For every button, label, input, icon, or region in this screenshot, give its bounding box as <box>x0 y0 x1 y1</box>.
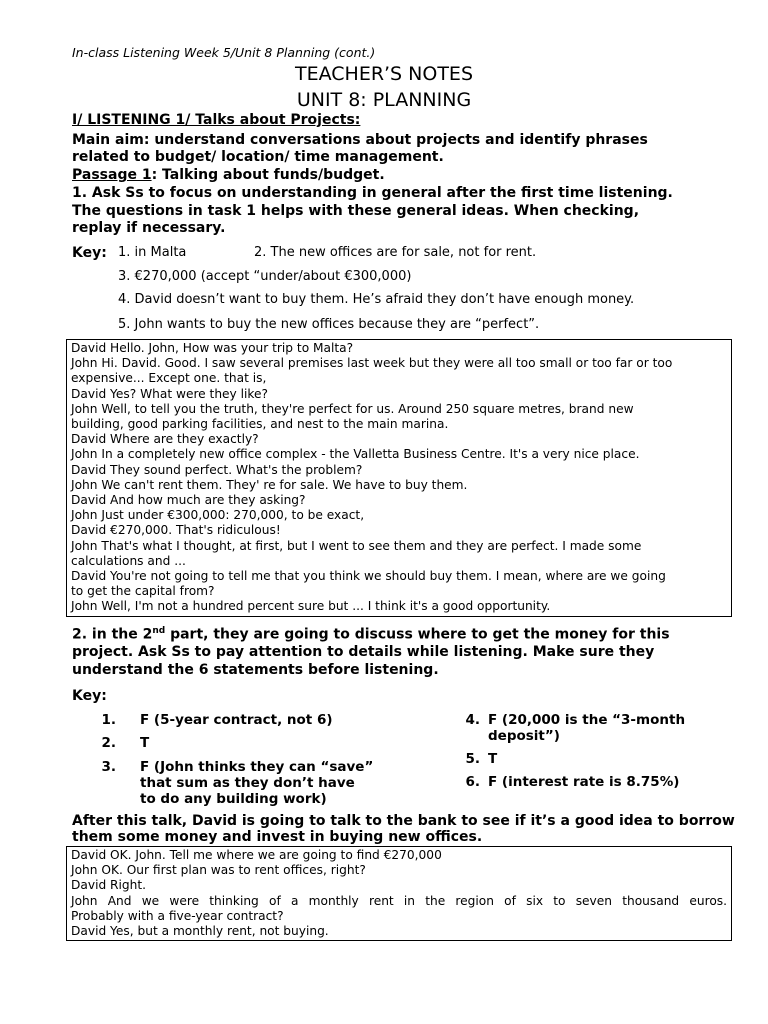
list-item: T <box>140 735 150 751</box>
list-item: F (John thinks they can “save” <box>140 759 374 775</box>
transcript-line: expensive... Except one. that is, <box>71 371 267 386</box>
list-number: 5. <box>465 751 480 767</box>
transcript-line: David €270,000. That's ridiculous! <box>71 523 281 538</box>
transcript-line: David You're not going to tell me that you think we should buy them. I mean, where are we going <box>71 569 666 584</box>
transcript-box-2 <box>66 846 732 941</box>
key1-item: 4. David doesn’t want to buy them. He’s afraid they don’t have enough money. <box>118 292 635 307</box>
unit-title: UNIT 8: PLANNING <box>296 89 472 111</box>
transcript-line: David They sound perfect. What's the problem? <box>71 462 363 477</box>
list-number: 6. <box>465 774 480 790</box>
task1-line-2: The questions in task 1 helps with these general ideas. When checking, <box>72 203 640 219</box>
list-item: F (20,000 is the “3-month <box>488 712 686 728</box>
transcript-line: building, good parking facilities, and nest to the main marina. <box>71 417 449 432</box>
list-item: T <box>488 751 498 767</box>
list-number: 3. <box>101 759 116 775</box>
key1-item: 2. The new offices are for sale, not for rent. <box>254 245 537 260</box>
key1-item: 1. in Malta <box>118 245 187 260</box>
key1-item: 3. €270,000 (accept “under/about €300,000) <box>118 269 412 284</box>
transcript-line: David Yes? What were they like? <box>71 386 269 401</box>
part2-line-2: project. Ask Ss to pay attention to details while listening. Make sure they <box>72 644 655 660</box>
part2-line-1-end: part, they are going to discuss where to get the money for this <box>165 626 670 643</box>
transcript-line: David OK. John. Tell me where we are going to find €270,000 <box>71 848 442 862</box>
part2-line-1 <box>72 626 670 643</box>
transcript-line: John Just under €300,000: 270,000, to be exact, <box>71 508 365 523</box>
passage-topic: : Talking about funds/budget. <box>151 167 385 183</box>
transcript-box-1 <box>66 339 732 617</box>
transcript-line: John In a completely new office complex - the Valletta Business Centre. It's a very nice place. <box>71 447 640 462</box>
key2-label: Key: <box>72 688 107 704</box>
section-heading: I/ LISTENING 1/ Talks about Projects: <box>72 112 361 128</box>
list-item-continued: deposit”) <box>488 728 560 744</box>
main-aim-line-1: Main aim: understand conversations about projects and identify phrases <box>72 132 648 148</box>
list-number: 4. <box>465 712 480 728</box>
key-label: Key: <box>72 245 107 261</box>
transcript-line: John And we were thinking of a monthly rent in the region of six to seven thousand euros. <box>71 893 727 908</box>
transcript-line: John We can't rent them. They' re for sale. We have to buy them. <box>71 477 468 492</box>
list-number: 2. <box>101 735 116 751</box>
transcript-line: David Where are they exactly? <box>71 432 259 447</box>
transcript-line: John Well, to tell you the truth, they're perfect for us. Around 250 square metres, brand new <box>71 401 634 416</box>
transcript-line: calculations and ... <box>71 553 186 568</box>
transcript-line: John OK. Our first plan was to rent offices, right? <box>71 863 366 878</box>
transcript-line: to get the capital from? <box>71 584 215 599</box>
passage-heading <box>72 167 385 183</box>
list-item: F (interest rate is 8.75%) <box>488 774 680 790</box>
transcript-line: John That's what I thought, at first, but I went to see them and they are perfect. I made some <box>71 538 642 553</box>
document-subtitle: In-class Listening Week 5/Unit 8 Planning (cont.) <box>72 45 376 60</box>
transcript-line: John Well, I'm not a hundred percent sure but ... I think it's a good opportunity. <box>71 599 551 614</box>
transcript-line: David Yes, but a monthly rent, not buying. <box>71 924 329 939</box>
list-item: F (5-year contract, not 6) <box>140 712 333 728</box>
passage-label: Passage 1 <box>72 167 152 183</box>
transcript-line: David Right. <box>71 878 147 893</box>
list-item-continued: that sum as they don’t have <box>140 775 355 791</box>
transcript-line: David And how much are they asking? <box>71 493 306 508</box>
transcript-line: David Hello. John, How was your trip to Malta? <box>71 341 354 355</box>
list-number: 1. <box>101 712 116 728</box>
key1-item: 5. John wants to buy the new offices because they are “perfect”. <box>118 317 540 332</box>
part2-line-3: understand the 6 statements before listening. <box>72 662 439 678</box>
task1-line-1: 1. Ask Ss to focus on understanding in general after the first time listening. <box>72 185 673 201</box>
after-talk-line-1: After this talk, David is going to talk to the bank to see if it’s a good idea to borrow <box>72 813 735 829</box>
transcript-line: John Hi. David. Good. I saw several premises last week but they were all too small or too far or too <box>71 356 673 371</box>
part2-line-1-start: 2. in the 2 <box>72 626 153 643</box>
after-talk-line-2: them some money and invest in buying new offices. <box>72 829 483 845</box>
task1-line-3: replay if necessary. <box>72 220 226 236</box>
transcript-line: Probably with a five-year contract? <box>71 908 284 923</box>
list-item-continued: to do any building work) <box>140 791 327 807</box>
main-aim-line-2: related to budget/ location/ time management. <box>72 149 444 165</box>
document-title: TEACHER’S NOTES <box>294 63 473 85</box>
ordinal-suffix: nd <box>152 626 166 636</box>
